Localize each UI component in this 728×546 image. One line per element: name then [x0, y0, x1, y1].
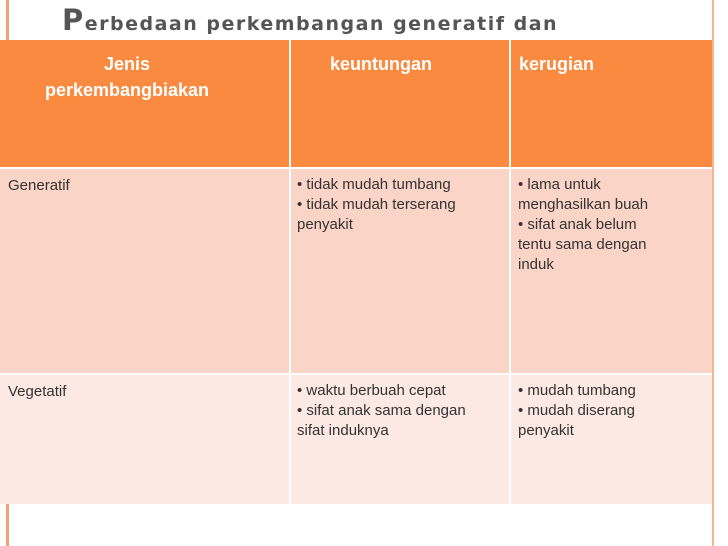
header-jenis-line2: perkembangbiakan [44, 80, 210, 100]
row-vegetatif-keuntungan-cell [290, 374, 510, 504]
row-vegetatif-type: Vegetatif [8, 383, 67, 400]
list-item: • mudah diserang [518, 402, 635, 419]
list-item: • mudah tumbang [518, 382, 636, 399]
list-item: • tidak mudah tumbang [297, 176, 451, 193]
list-item: sifat induknya [297, 422, 389, 439]
right-accent-rule [712, 0, 714, 546]
row-divider [0, 373, 712, 375]
header-keuntungan: keuntungan [330, 54, 432, 74]
row-vegetatif-type-cell [0, 374, 290, 504]
row-generatif-kerugian-cell [510, 168, 712, 374]
header-kerugian: kerugian [519, 54, 595, 74]
list-item: penyakit [518, 422, 574, 439]
list-item: induk [518, 256, 554, 273]
list-item: • sifat anak sama dengan [297, 402, 466, 419]
list-item: tentu sama dengan [518, 236, 647, 253]
header-jenis-line1: Jenis [103, 54, 151, 74]
header-cell-keuntungan [290, 40, 510, 168]
row-divider [0, 167, 712, 169]
row-generatif-keuntungan-cell [290, 168, 510, 374]
comparison-table [0, 40, 712, 504]
list-item: • tidak mudah terserang [297, 196, 456, 213]
list-item: • sifat anak belum [518, 216, 637, 233]
list-item: menghasilkan buah [518, 196, 649, 213]
column-divider [289, 40, 291, 504]
header-cell-kerugian [510, 40, 712, 168]
slide-title: Perbedaan perkembangan generatif dan [62, 3, 559, 37]
column-divider [509, 40, 511, 504]
list-item: • lama untuk [518, 176, 601, 193]
row-generatif-type: Generatif [8, 177, 70, 194]
list-item: penyakit [297, 216, 353, 233]
header-cell-jenis [0, 40, 290, 168]
list-item: • waktu berbuah cepat [297, 382, 446, 399]
row-generatif-type-cell [0, 168, 290, 374]
row-vegetatif-kerugian-cell [510, 374, 712, 504]
